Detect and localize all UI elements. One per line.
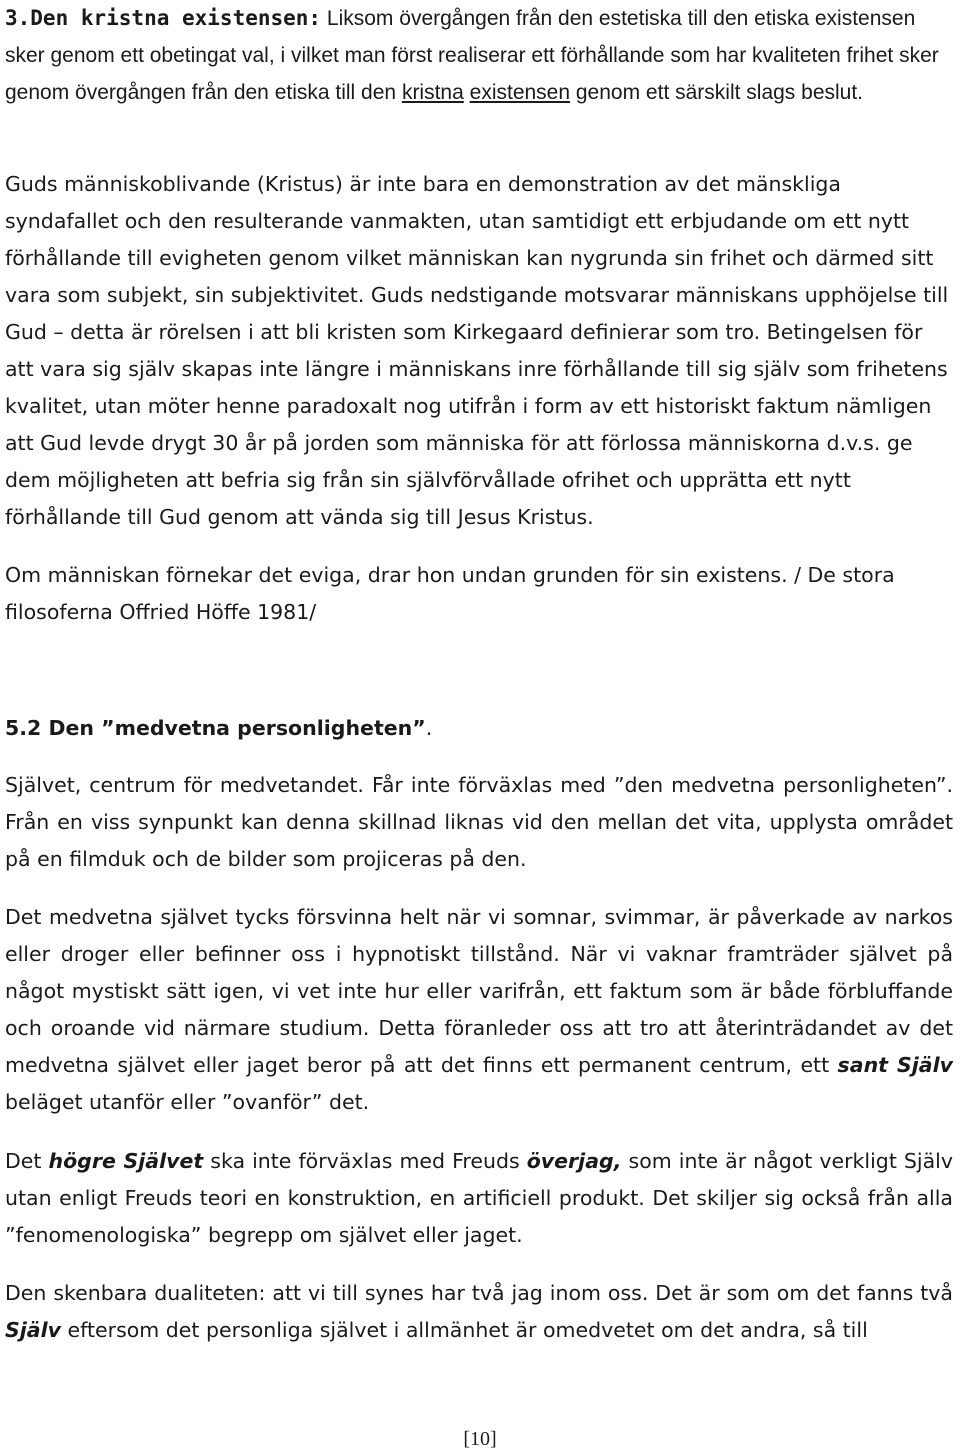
paragraph-medvetna-text-b: beläget utanför eller ”ovanför” det.: [5, 1090, 370, 1114]
paragraph-guds: Guds människoblivande (Kristus) är inte bara en demonstration av det mänskliga syndafallet och den resulterande vanmakten, utan samtidigt ett erbjudande om ett nytt förhållande till evigheten genom vilket människan kan nygrunda sin frihet och därmed sitt vara som subjekt, sin subjektivitet. Guds nedstigande motsvarar människans upphöjelse till Gud – detta är rörelsen i att bli kristen som Kirkegaard definierar som tro. Betingelsen för att vara sig själv skapas inte längre i människans inre förhållande till sig själv som frihetens kvalitet, utan möter henne paradoxalt nog utifrån i form av ett historiskt faktum nämligen att Gud levde drygt 30 år på jorden som människa för att förlossa människorna d.v.s. ge dem möjligheten att befria sig från sin självförvållade ofrihet och upprätta ett nytt förhållande till Gud genom att vända sig till Jesus Kristus.: [5, 172, 949, 529]
paragraph-sjalvet: Självet, centrum för medvetandet. Får inte förväxlas med ”den medvetna personligheten”. Från en viss synpunkt kan denna skillnad liknas vid den mellan det vita, upplysta området på en filmduk och de bilder som projiceras på den.: [5, 773, 953, 871]
paragraph-medvetna-sjalvet: [5, 899, 953, 1121]
page-number: [10]: [463, 1428, 497, 1450]
emphasis-overjag: överjag,: [526, 1149, 622, 1173]
paragraph-medvetna-text-a: Det medvetna självet tycks försvinna helt när vi somnar, svimmar, är påverkade av narkos eller droger eller befinner oss i hypnotiskt tillstånd. När vi vaknar framträder självet på något mystiskt sätt igen, vi vet inte hur eller varifrån, ett faktum som är både förbluffande och oroande vid närmare studium. Detta föranleder oss att tro att återinträdandet av det medvetna självet eller jaget beror på att det finns ett permanent centrum, ett: [5, 905, 953, 1077]
underlined-kristna: kristna: [401, 81, 464, 104]
section-heading-dot: .: [425, 716, 433, 740]
underlined-existensen: existensen: [469, 81, 571, 104]
section-3-paragraph: [5, 0, 953, 111]
section-3-text-a: Liksom övergången från den estetiska till den etiska existensen sker genom ett obetingat val, i vilket man först realiserar ett förhållande som har kvaliteten frihet sker genom övergången från den etiska till den: [5, 7, 939, 104]
emphasis-sjalv: Själv: [5, 1318, 62, 1342]
paragraph-hogre-text-c: som inte är något verkligt Själv utan enligt Freuds teori en konstruktion, en artificiell produkt. Det skiljer sig också från alla ”fenomenologiska” begrepp om självet eller jaget.: [5, 1149, 953, 1247]
paragraph-skenbara-dualiteten: [5, 1275, 953, 1349]
section-3-text-c: genom ett särskilt slags beslut.: [570, 81, 864, 104]
section-heading: [5, 710, 432, 747]
section-3-lead: 3.Den kristna existensen:: [5, 6, 322, 30]
emphasis-hogre-sjalvet: högre Självet: [48, 1149, 204, 1173]
paragraph-om-manniskan: Om människan förnekar det eviga, drar hon undan grunden för sin existens. / De stora filosoferna Offried Höffe 1981/: [5, 563, 895, 624]
paragraph-hogre-text-b: ska inte förväxlas med Freuds: [203, 1149, 527, 1173]
paragraph-skenbara-text-b: eftersom det personliga självet i allmänhet är omedvetet om det andra, så till: [61, 1318, 868, 1342]
section-heading-title: 5.2 Den ”medvetna personligheten”: [5, 716, 426, 740]
paragraph-skenbara-text-a: Den skenbara dualiteten: att vi till synes har två jag inom oss. Det är som om det fanns två: [5, 1281, 953, 1305]
emphasis-sant-sjalv: sant Själv: [837, 1053, 953, 1077]
paragraph-hogre-text-a: Det: [5, 1149, 49, 1173]
paragraph-hogre-sjalvet: [5, 1143, 953, 1254]
